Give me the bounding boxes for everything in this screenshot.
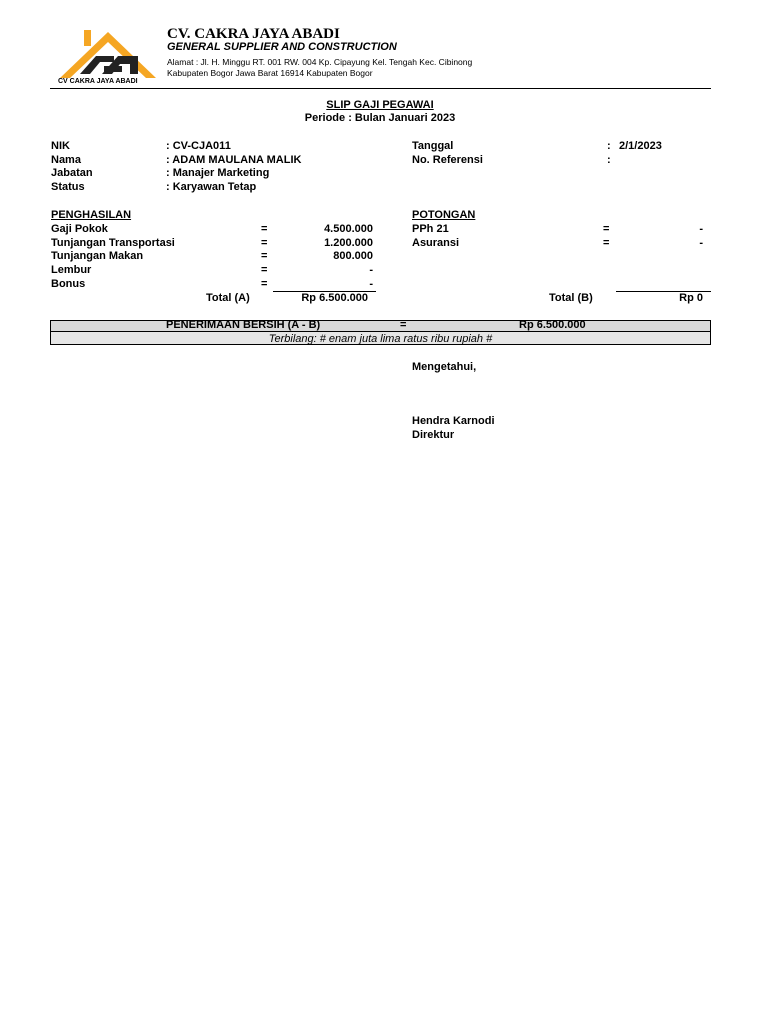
tanggal-colon: : (607, 140, 611, 152)
income-value: - (369, 278, 373, 290)
ref-label: No. Referensi (412, 154, 483, 166)
acknowledged-label: Mengetahui, (412, 361, 477, 373)
status-label: Status (51, 181, 85, 193)
income-value: 800.000 (333, 250, 373, 262)
signatory-title: Direktur (412, 429, 455, 441)
deduction-label: PPh 21 (412, 223, 449, 235)
tanggal-label: Tanggal (412, 140, 454, 152)
income-eq: = (261, 278, 268, 290)
ref-colon: : (607, 154, 611, 166)
company-tagline: GENERAL SUPPLIER AND CONSTRUCTION (167, 41, 397, 53)
status-value: : Karyawan Tetap (166, 181, 257, 193)
income-value: 1.200.000 (324, 237, 373, 249)
net-pay-value: Rp 6.500.000 (519, 319, 586, 331)
logo-caption: CV CAKRA JAYA ABADI (58, 78, 138, 85)
income-eq: = (261, 223, 268, 235)
slip-title: SLIP GAJI PEGAWAI (326, 99, 434, 111)
income-label: Tunjangan Makan (51, 250, 144, 262)
nik-value: : CV-CJA011 (166, 140, 231, 152)
deduction-value: - (699, 223, 703, 235)
nama-value: : ADAM MAULANA MALIK (166, 154, 302, 166)
deduction-value: - (699, 237, 703, 249)
income-label: Bonus (51, 278, 86, 290)
nama-label: Nama (51, 154, 81, 166)
deduction-eq: = (603, 223, 610, 235)
deduction-total-label: Total (B) (549, 292, 593, 304)
income-value: 4.500.000 (324, 223, 373, 235)
income-label: Lembur (51, 264, 92, 276)
income-value: - (369, 264, 373, 276)
nik-label: NIK (51, 140, 70, 152)
income-label: Gaji Pokok (51, 223, 108, 235)
income-label: Tunjangan Transportasi (51, 237, 175, 249)
spelled-amount: Terbilang: # enam juta lima ratus ribu rupiah # (268, 333, 493, 345)
income-total-label: Total (A) (206, 292, 250, 304)
company-address-line1: Alamat : Jl. H. Minggu RT. 001 RW. 004 Kp. Cipayung Kel. Tengah Kec. Cibinong (167, 57, 473, 67)
deduction-total-value: Rp 0 (679, 292, 703, 304)
income-heading: PENGHASILAN (51, 209, 132, 221)
deduction-eq: = (603, 237, 610, 249)
tanggal-value: 2/1/2023 (619, 140, 662, 152)
jabatan-value: : Manajer Marketing (166, 167, 270, 179)
net-pay-eq: = (400, 319, 407, 331)
house-logo-icon (56, 26, 160, 80)
company-name: CV. CAKRA JAYA ABADI (167, 26, 340, 42)
signatory-name: Hendra Karnodi (412, 415, 495, 427)
jabatan-label: Jabatan (51, 167, 93, 179)
income-eq: = (261, 250, 268, 262)
deduction-heading: POTONGAN (412, 209, 476, 221)
net-pay-band (50, 320, 711, 332)
company-address-line2: Kabupaten Bogor Jawa Barat 16914 Kabupaten Bogor (167, 68, 373, 78)
income-eq: = (261, 264, 268, 276)
income-eq: = (261, 237, 268, 249)
header-divider (50, 88, 711, 89)
net-pay-label: PENERIMAAN BERSIH (A - B) (166, 319, 321, 331)
deduction-label: Asuransi (412, 237, 460, 249)
slip-period: Periode : Bulan Januari 2023 (304, 112, 456, 124)
income-total-value: Rp 6.500.000 (301, 292, 368, 304)
company-logo (56, 26, 160, 88)
